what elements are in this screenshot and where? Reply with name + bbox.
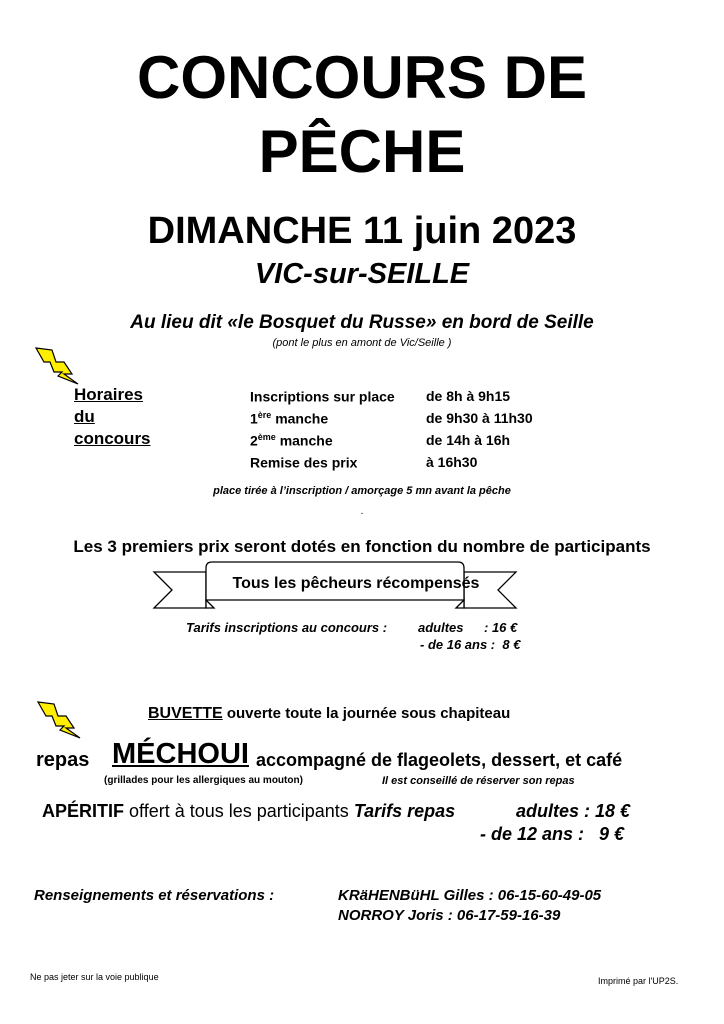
mechoui-word: MÉCHOUI — [112, 738, 249, 770]
title-line-2: PÊCHE — [258, 118, 466, 185]
place-note: place tirée à l’inscription / amorçage 5 mn avant la pêche — [213, 485, 511, 497]
schedule-row — [250, 410, 580, 432]
event-date: DIMANCHE 11 juin 2023 — [147, 210, 577, 252]
dot-mark: . — [360, 506, 364, 517]
footer-right: Imprimé par l'UP2S. — [598, 976, 679, 986]
event-town: VIC-sur-SEILLE — [254, 258, 470, 290]
grillades-note: (grillades pour les allergiques au mouton) — [104, 775, 303, 786]
contact-1: KRäHENBüHL Gilles : 06-15-60-49-05 — [338, 887, 602, 904]
schedule-time: de 8h à 9h15 — [426, 388, 511, 404]
schedule-event: Remise des prix — [250, 454, 358, 471]
aperitif-line — [42, 801, 455, 822]
schedule-time: à 16h30 — [426, 454, 478, 470]
schedule-event: Inscriptions sur place — [250, 388, 395, 405]
banner-text: Tous les pêcheurs récompensés — [232, 575, 480, 592]
schedule-event: 2ème manche — [250, 432, 333, 449]
repas-under12-price: - de 12 ans : 9 € — [480, 824, 625, 844]
du-word: du — [74, 407, 95, 426]
schedule-row — [250, 454, 580, 476]
footer-left: Ne pas jeter sur la voie publique — [30, 972, 159, 982]
concours-word: concours — [74, 429, 151, 448]
schedule-time: de 14h à 16h — [426, 432, 511, 448]
tarif-adults-price: : 16 € — [484, 620, 518, 635]
title-line-1: CONCOURS DE — [136, 44, 588, 111]
location-note: (pont le plus en amont de Vic/Seille ) — [272, 337, 452, 349]
location-text: Au lieu dit «le Bosquet du Russe» en bord de Seille — [130, 312, 594, 333]
schedule-event: 1ère manche — [250, 410, 329, 427]
schedule-row — [250, 432, 580, 454]
repas-adults-price: adultes : 18 € — [516, 801, 631, 821]
prizes-text: Les 3 premiers prix seront dotés en fonction du nombre de participants — [73, 537, 651, 556]
reserve-note: Il est conseillé de réserver son repas — [382, 775, 575, 787]
tarif-under16: - de 16 ans : 8 € — [420, 637, 521, 652]
contact-2: NORROY Joris : 06-17-59-16-39 — [338, 907, 561, 924]
repas-word: repas — [36, 749, 90, 771]
tarif-adults-label: adultes — [418, 620, 464, 635]
buvette-word: BUVETTE — [148, 705, 223, 722]
horaires-label — [74, 384, 151, 450]
tarifs-label: Tarifs inscriptions au concours : — [186, 620, 388, 635]
contact-label: Renseignements et réservations : — [34, 887, 275, 904]
lightning-bolt-icon — [34, 346, 80, 386]
repas-rest: accompagné de flageolets, dessert, et café — [256, 750, 623, 770]
schedule-row — [250, 388, 580, 410]
horaires-word: Horaires — [74, 385, 143, 404]
schedule-time: de 9h30 à 11h30 — [426, 410, 533, 426]
buvette-rest: ouverte toute la journée sous chapiteau — [222, 705, 511, 722]
aperitif-word: APÉRITIF — [42, 801, 125, 821]
buvette-line — [148, 705, 510, 723]
aperitif-rest: offert à tous les participants — [124, 801, 354, 821]
lightning-bolt-icon — [36, 700, 82, 740]
schedule-table — [250, 388, 580, 476]
tarifs-repas-label: Tarifs repas — [353, 801, 456, 821]
